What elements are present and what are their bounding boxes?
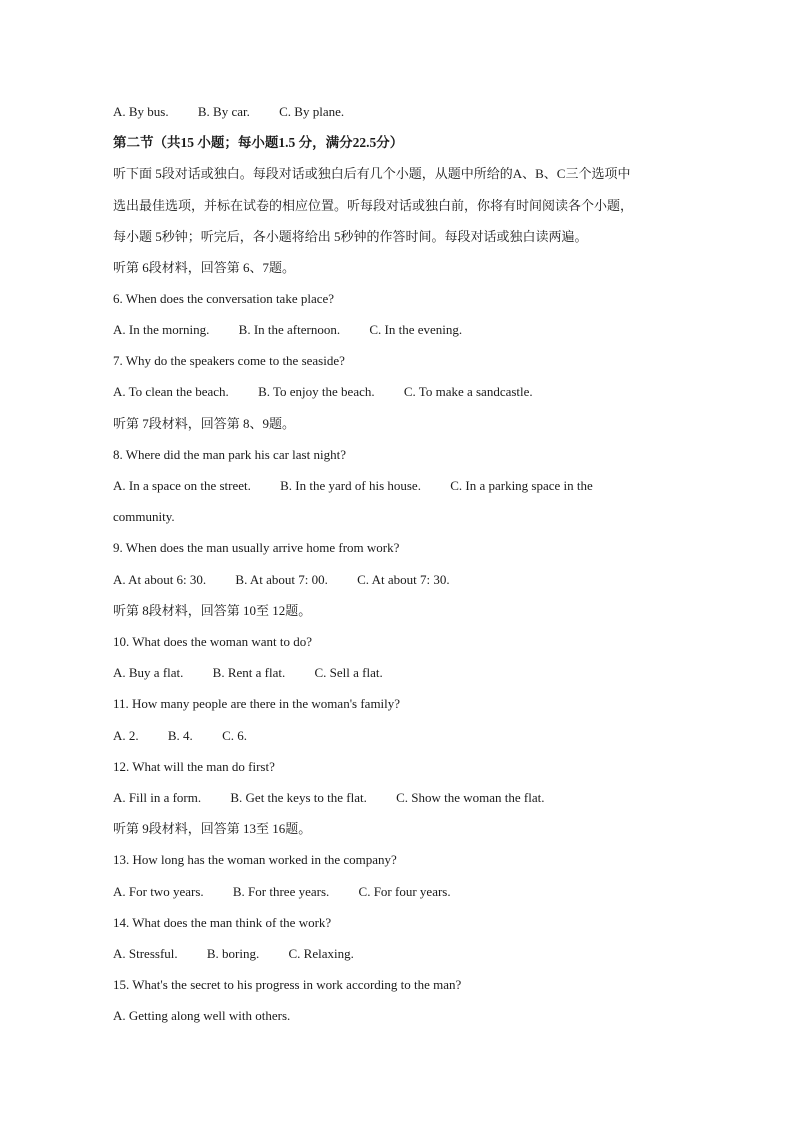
options-q8 (113, 478, 593, 494)
option-c: C. In the evening. (369, 322, 463, 337)
options-q9 (113, 572, 450, 588)
option-a: A. In the morning. (113, 322, 210, 337)
option-a: A. Buy a flat. (113, 665, 184, 680)
instruction-line-1: 听下面 5段对话或独白。每段对话或独白后有几个小题，从题中所给的A、B、C三个选项中 (113, 166, 631, 181)
option-a: A. At about 6: 30. (113, 572, 207, 587)
option-a: A. In a space on the street. (113, 478, 251, 493)
question-11: 11. How many people are there in the woman's family? (113, 696, 401, 711)
option-a-q15: A. Getting along well with others. (113, 1008, 291, 1023)
material-header: 听第 8段材料，回答第 10至 12题。 (113, 603, 312, 618)
section-heading: 第二节（共15 小题；每小题1.5 分，满分22.5分） (113, 135, 404, 150)
option-a: A. Stressful. (113, 946, 178, 961)
option-c: C. By plane. (279, 104, 345, 119)
option-b: B. In the yard of his house. (280, 478, 421, 493)
option-a: A. 2. (113, 728, 139, 743)
question-14: 14. What does the man think of the work? (113, 915, 332, 930)
options-q11 (113, 728, 247, 744)
question-15: 15. What's the secret to his progress in work according to the man? (113, 977, 462, 992)
options-q10 (113, 665, 383, 681)
option-b: B. For three years. (232, 884, 330, 899)
options-q7 (113, 384, 533, 400)
option-c: C. Relaxing. (288, 946, 354, 961)
question-7: 7. Why do the speakers come to the seaside? (113, 353, 345, 368)
question-13: 13. How long has the woman worked in the company? (113, 852, 397, 867)
option-c: C. For four years. (358, 884, 451, 899)
options-q14 (113, 946, 354, 962)
question-9: 9. When does the man usually arrive home from work? (113, 540, 400, 555)
option-b: B. Rent a flat. (212, 665, 286, 680)
options-q13 (113, 884, 451, 900)
option-c: C. 6. (222, 728, 247, 743)
question-12: 12. What will the man do first? (113, 759, 275, 774)
instruction-line-3: 每小题 5秒钟；听完后，各小题将给出 5秒钟的作答时间。每段对话或独白读两遍。 (113, 229, 588, 244)
options-q8-continued: community. (113, 509, 175, 524)
material-header: 听第 9段材料，回答第 13至 16题。 (113, 821, 312, 836)
option-c: C. Show the woman the flat. (396, 790, 545, 805)
option-a: A. Fill in a form. (113, 790, 202, 805)
option-a: A. For two years. (113, 884, 204, 899)
option-c: C. To make a sandcastle. (403, 384, 533, 399)
option-b: B. At about 7: 00. (235, 572, 328, 587)
material-header: 听第 7段材料，回答第 8、9题。 (113, 416, 296, 431)
option-c: C. Sell a flat. (314, 665, 383, 680)
line-0 (113, 104, 344, 120)
material-header: 听第 6段材料，回答第 6、7题。 (113, 260, 296, 275)
option-c: C. At about 7: 30. (357, 572, 450, 587)
option-c: C. In a parking space in the (450, 478, 593, 493)
option-a: A. To clean the beach. (113, 384, 229, 399)
instruction-line-2: 选出最佳选项，并标在试卷的相应位置。听每段对话或独白前，你将有时间阅读各个小题， (113, 198, 634, 213)
question-10: 10. What does the woman want to do? (113, 634, 313, 649)
option-b: B. By car. (197, 104, 250, 119)
option-b: B. In the afternoon. (238, 322, 341, 337)
option-a: A. By bus. (113, 104, 169, 119)
option-b: B. Get the keys to the flat. (230, 790, 367, 805)
options-q12 (113, 790, 544, 806)
question-6: 6. When does the conversation take place? (113, 291, 335, 306)
option-b: B. 4. (167, 728, 193, 743)
option-b: B. To enjoy the beach. (258, 384, 375, 399)
option-b: B. boring. (206, 946, 260, 961)
question-8: 8. Where did the man park his car last night? (113, 447, 346, 462)
options-q6 (113, 322, 462, 338)
